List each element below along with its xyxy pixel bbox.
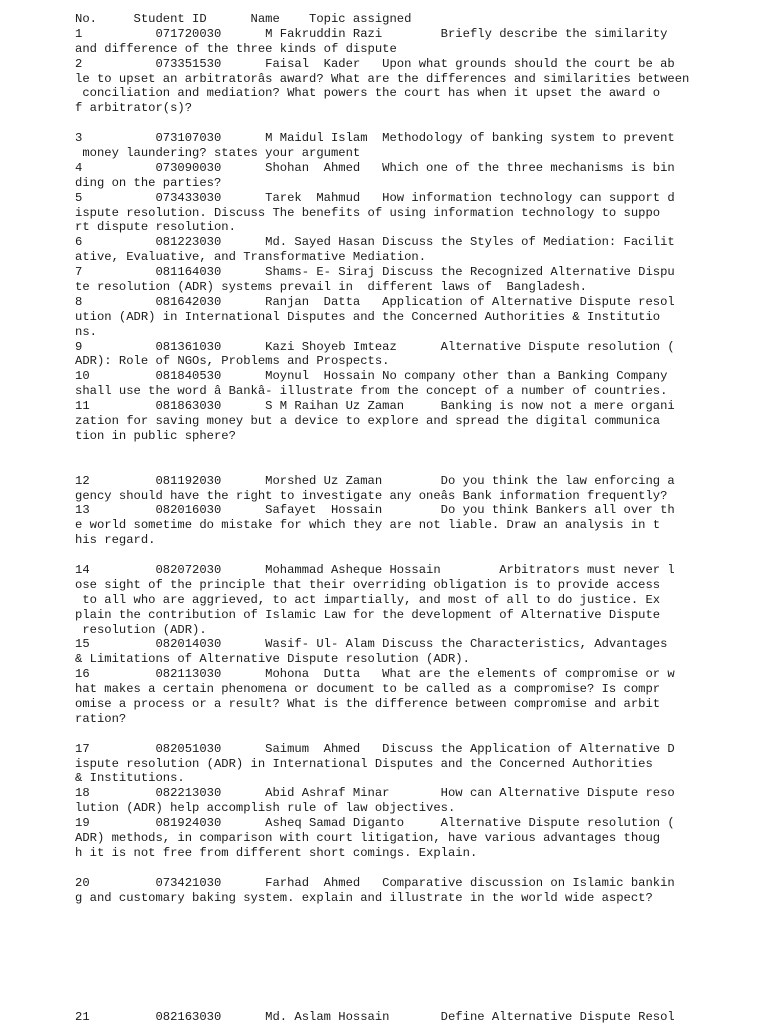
text-line: lution (ADR) help accomplish rule of law objectives.	[75, 801, 456, 816]
text-line: 21 082163030 Md. Aslam Hossain Define Alternative Dispute Resol	[75, 1009, 675, 1024]
text-line: ispute resolution. Discuss The benefits of using information technology to suppo	[75, 205, 661, 220]
text-line: conciliation and mediation? What powers the court has when it upset the award o	[75, 86, 661, 101]
text-line	[75, 459, 755, 474]
text-line: & Institutions.	[75, 771, 185, 786]
text-line: 8 081642030 Ranjan Datta Application of Alternative Dispute resol	[75, 294, 675, 309]
text-line: g and customary baking system. explain and illustrate in the world wide aspect?	[75, 890, 653, 905]
text-line	[75, 935, 755, 950]
text-line: resolution (ADR).	[75, 622, 207, 637]
text-line: ration?	[75, 711, 127, 726]
text-line	[75, 995, 755, 1010]
text-line: ose sight of the principle that their overriding obligation is to provide access	[75, 577, 661, 592]
text-line: ADR): Role of NGOs, Problems and Prospects.	[75, 354, 390, 369]
text-line: 9 081361030 Kazi Shoyeb Imteaz Alternative Dispute resolution (	[75, 339, 675, 354]
text-line: 13 082016030 Safayet Hossain Do you think Bankers all over th	[75, 503, 675, 518]
document-page	[75, 12, 755, 1025]
text-line: ns.	[75, 324, 97, 339]
text-line: & Limitations of Alternative Dispute resolution (ADR).	[75, 652, 470, 667]
text-line: his regard.	[75, 533, 156, 548]
text-line: ADR) methods, in comparison with court litigation, have various advantages thoug	[75, 830, 661, 845]
text-line: gency should have the right to investigate any oneâs Bank information frequently?	[75, 488, 668, 503]
text-line: 1 071720030 M Fakruddin Razi Briefly describe the similarity	[75, 26, 668, 41]
text-line	[75, 950, 755, 965]
text-line: shall use the word â Bankâ- illustrate from the concept of a number of countries.	[75, 384, 668, 399]
text-line: 14 082072030 Mohammad Asheque Hossain Arbitrators must never l	[75, 562, 675, 577]
text-line: 11 081863030 S M Raihan Uz Zaman Banking is now not a mere organi	[75, 399, 675, 414]
text-line	[75, 444, 755, 459]
text-line	[75, 905, 755, 920]
text-line: ding on the parties?	[75, 175, 222, 190]
text-line	[75, 727, 755, 742]
text-line: 5 073433030 Tarek Mahmud How information technology can support d	[75, 190, 675, 205]
text-line: h it is not free from different short comings. Explain.	[75, 845, 478, 860]
text-line: to all who are aggrieved, to act impartially, and most of all to do justice. Ex	[75, 592, 661, 607]
text-line: rt dispute resolution.	[75, 220, 236, 235]
text-line	[75, 548, 755, 563]
text-line: 10 081840530 Moynul Hossain No company other than a Banking Company	[75, 369, 668, 384]
text-line: 15 082014030 Wasif- Ul- Alam Discuss the Characteristics, Advantages	[75, 637, 668, 652]
text-line: 2 073351530 Faisal Kader Upon what grounds should the court be ab	[75, 56, 675, 71]
text-line	[75, 920, 755, 935]
text-line	[75, 980, 755, 995]
text-line: omise a process or a result? What is the difference between compromise and arbit	[75, 696, 661, 711]
text-line: 17 082051030 Saimum Ahmed Discuss the Application of Alternative D	[75, 741, 675, 756]
text-line: e world sometime do mistake for which they are not liable. Draw an analysis in t	[75, 518, 661, 533]
text-line: f arbitrator(s)?	[75, 101, 193, 116]
text-line: ative, Evaluative, and Transformative Mediation.	[75, 250, 427, 265]
text-line: ution (ADR) in International Disputes and the Concerned Authorities & Institutio	[75, 309, 661, 324]
text-line: tion in public sphere?	[75, 428, 236, 443]
text-line	[75, 116, 755, 131]
text-line: 3 073107030 M Maidul Islam Methodology of banking system to prevent	[75, 131, 675, 146]
text-line: 7 081164030 Shams- E- Siraj Discuss the Recognized Alternative Dispu	[75, 265, 675, 280]
text-line: 19 081924030 Asheq Samad Diganto Alternative Dispute resolution (	[75, 816, 675, 831]
text-line: and difference of the three kinds of dispute	[75, 41, 397, 56]
text-line: ispute resolution (ADR) in International Disputes and the Concerned Authorities	[75, 756, 653, 771]
text-line: 18 082213030 Abid Ashraf Minar How can Alternative Dispute reso	[75, 786, 675, 801]
text-line: No. Student ID Name Topic assigned	[75, 12, 412, 26]
text-line: 12 081192030 Morshed Uz Zaman Do you think the law enforcing a	[75, 473, 675, 488]
text-line: hat makes a certain phenomena or document to be called as a compromise? Is compr	[75, 682, 661, 697]
text-line	[75, 965, 755, 980]
text-line: 4 073090030 Shohan Ahmed Which one of the three mechanisms is bin	[75, 160, 675, 175]
text-line: plain the contribution of Islamic Law for the development of Alternative Dispute	[75, 607, 661, 622]
text-line: zation for saving money but a device to explore and spread the digital communica	[75, 414, 661, 429]
text-line: te resolution (ADR) systems prevail in different laws of Bangladesh.	[75, 280, 587, 295]
text-line: le to upset an arbitratorâs award? What are the differences and similarities between	[75, 71, 690, 86]
text-line	[75, 861, 755, 876]
text-line: 20 073421030 Farhad Ahmed Comparative discussion on Islamic bankin	[75, 875, 675, 890]
text-line: money laundering? states your argument	[75, 146, 361, 161]
text-line: 16 082113030 Mohona Dutta What are the elements of compromise or w	[75, 667, 675, 682]
text-line: 6 081223030 Md. Sayed Hasan Discuss the Styles of Mediation: Facilit	[75, 235, 675, 250]
